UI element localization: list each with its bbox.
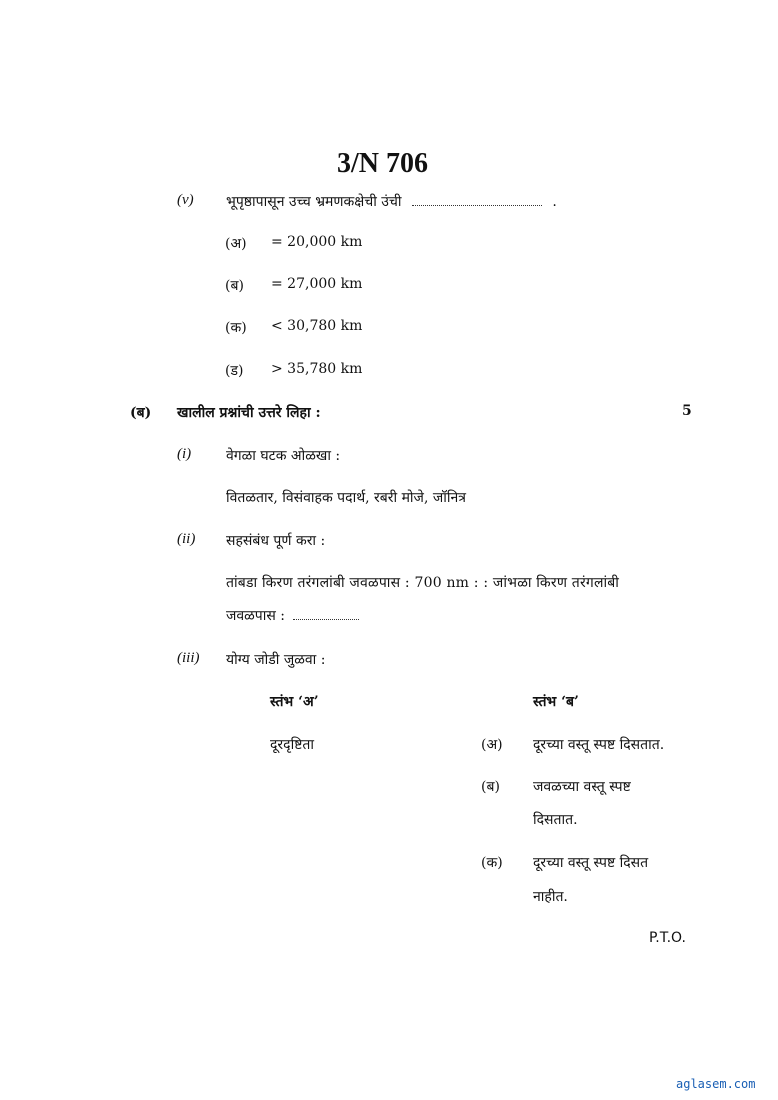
question-ii-title: सहसंबंध पूर्ण करा : bbox=[226, 533, 326, 549]
option-b-label: (ब) bbox=[225, 278, 244, 294]
section-b-label: (ब) bbox=[130, 405, 152, 421]
option-a-value: = 20,000 km bbox=[271, 234, 363, 250]
column-b-item-b-line1: जवळच्या वस्तू स्पष्ट bbox=[533, 779, 631, 795]
question-ii-line2-text: जवळपास : bbox=[226, 608, 286, 624]
option-c-label: (क) bbox=[225, 320, 247, 336]
footer-watermark[interactable]: aglasem.com bbox=[676, 1077, 756, 1091]
column-b-heading: स्तंभ ‘ब’ bbox=[533, 694, 579, 710]
option-d-value: > 35,780 km bbox=[271, 361, 363, 377]
question-number-iii: (iii) bbox=[177, 650, 200, 666]
question-ii-line2 bbox=[226, 606, 359, 625]
question-number-v: (v) bbox=[177, 192, 194, 208]
column-b-item-c-line1: दूरच्या वस्तू स्पष्ट दिसत bbox=[533, 855, 649, 871]
question-v-text bbox=[226, 192, 557, 211]
option-a-label: (अ) bbox=[225, 236, 247, 252]
column-a-item: दूरदृष्टिता bbox=[270, 737, 315, 753]
column-b-label-a: (अ) bbox=[481, 737, 503, 753]
column-b-label-c: (क) bbox=[481, 855, 503, 871]
please-turn-over: P.T.O. bbox=[649, 930, 686, 946]
column-a-heading: स्तंभ ‘अ’ bbox=[270, 694, 319, 710]
option-b-value: = 27,000 km bbox=[271, 276, 363, 292]
column-b-item-c-line2: नाहीत. bbox=[533, 889, 568, 905]
answer-blank-ii bbox=[293, 619, 359, 620]
question-v-stem: भूपृष्ठापासून उच्च भ्रमणकक्षेची उंची bbox=[226, 194, 402, 210]
question-ii-line1: तांबडा किरण तरंगलांबी जवळपास : 700 nm : : जांभळा किरण तरंगलांबी bbox=[226, 575, 620, 591]
paper-code: 3/N 706 bbox=[337, 148, 428, 179]
question-i-title: वेगळा घटक ओळखा : bbox=[226, 448, 341, 464]
column-b-label-b: (ब) bbox=[481, 779, 500, 795]
column-b-item-a: दूरच्या वस्तू स्पष्ट दिसतात. bbox=[533, 737, 665, 753]
question-number-ii: (ii) bbox=[177, 531, 196, 547]
question-iii-title: योग्य जोडी जुळवा : bbox=[226, 652, 326, 668]
column-b-item-b-line2: दिसतात. bbox=[533, 812, 578, 828]
question-number-i: (i) bbox=[177, 446, 192, 462]
option-d-label: (ड) bbox=[225, 363, 244, 379]
question-v-end: . bbox=[552, 194, 557, 210]
question-i-items: वितळतार, विसंवाहक पदार्थ, रबरी मोजे, जॉनित्र bbox=[226, 490, 466, 506]
section-b-title: खालील प्रश्नांची उत्तरे लिहा : bbox=[177, 405, 321, 421]
section-b-marks: 5 bbox=[682, 403, 692, 419]
option-c-value: < 30,780 km bbox=[271, 318, 363, 334]
answer-blank bbox=[412, 205, 542, 206]
